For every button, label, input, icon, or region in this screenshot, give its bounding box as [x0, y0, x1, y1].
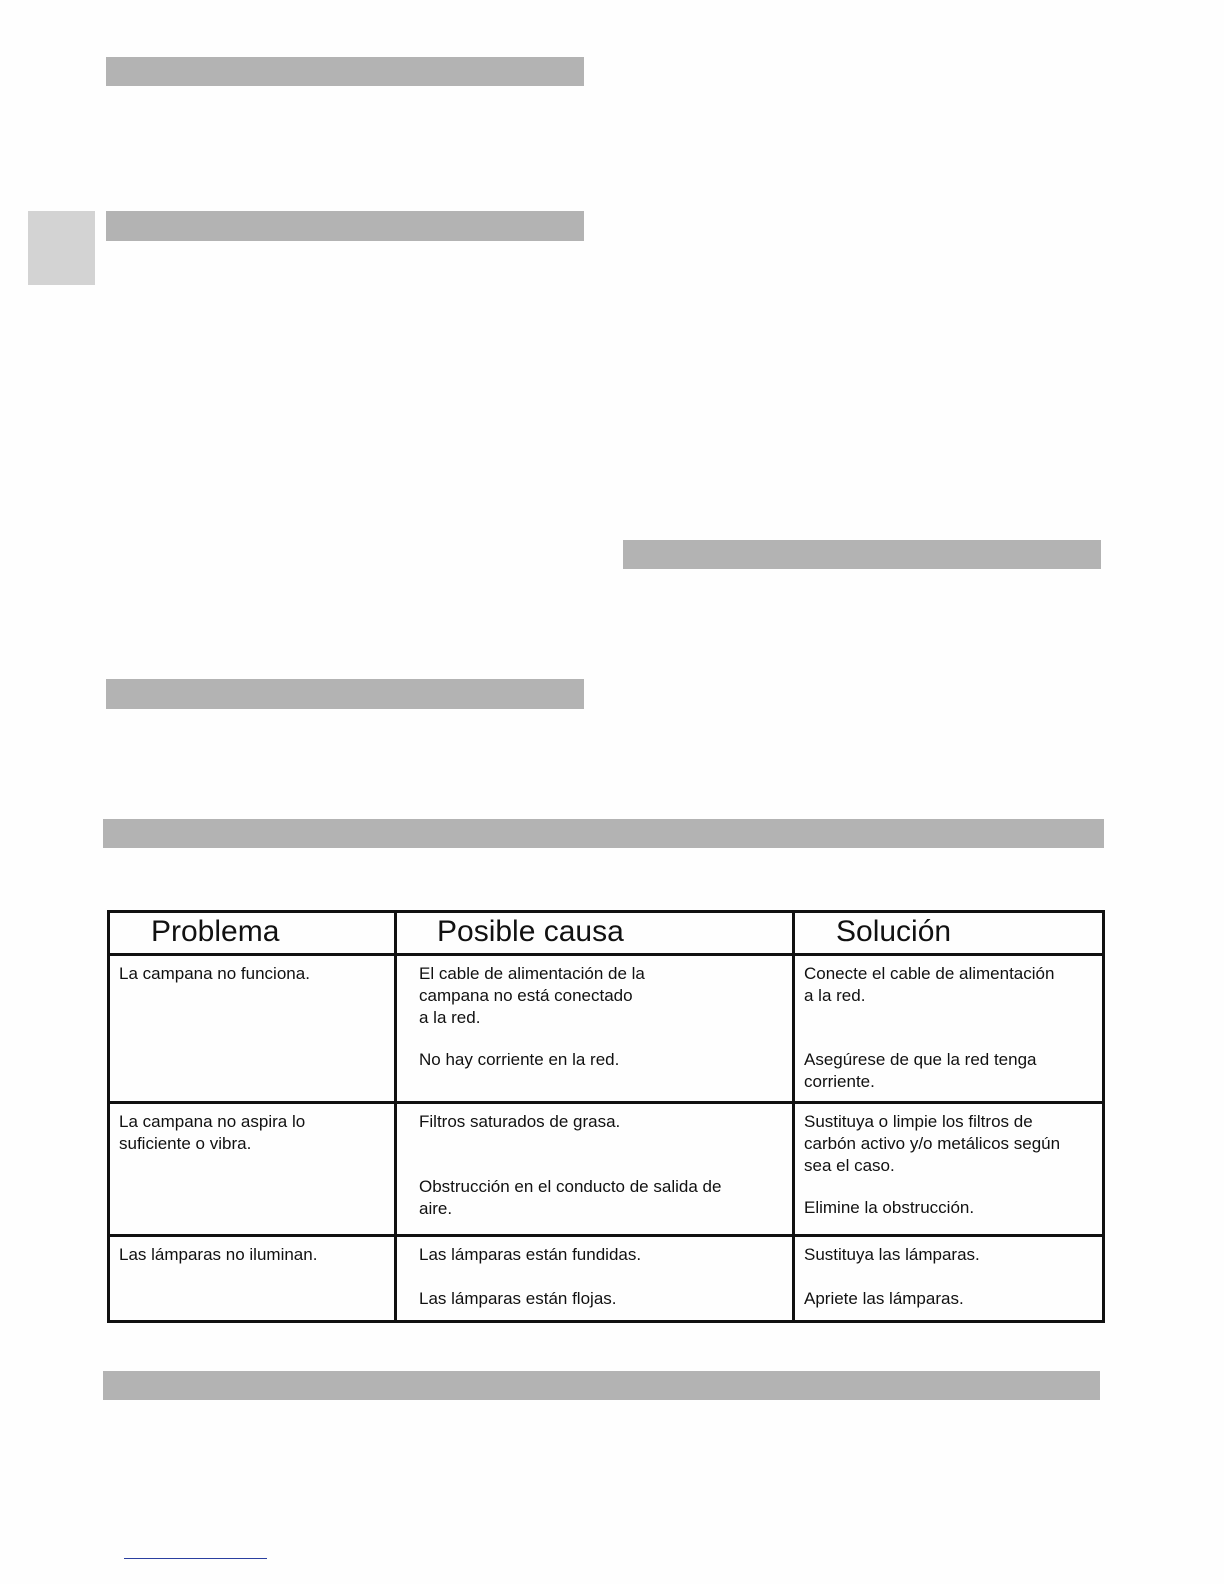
cause-cell	[396, 955, 794, 1103]
problem-text: La campana no aspira lo suficiente o vibra.	[119, 1112, 306, 1153]
table-row	[109, 1236, 1104, 1322]
cause-cell	[396, 1103, 794, 1236]
cause-text: El cable de alimentación de la campana no está conectado a la red.	[419, 964, 645, 1027]
cause-text: Las lámparas están flojas.	[419, 1289, 617, 1308]
footer-link-underline[interactable]	[124, 1558, 267, 1559]
solution-cell	[794, 1236, 1104, 1322]
cause-cell	[396, 1236, 794, 1322]
table-header-row	[109, 912, 1104, 955]
solution-text: Sustituya las lámparas.	[804, 1245, 980, 1264]
section-header-bar-4	[106, 679, 584, 709]
troubleshooting-table	[107, 910, 1105, 1323]
section-header-bar-2	[106, 211, 584, 241]
solution-cell	[794, 1103, 1104, 1236]
solution-text: Sustituya o limpie los filtros de carbón activo y/o metálicos según sea el caso.	[804, 1112, 1061, 1175]
header-problem	[109, 912, 396, 955]
solution-cell	[794, 955, 1104, 1103]
section-header-bar-1	[106, 57, 584, 86]
language-side-tab	[28, 211, 95, 285]
cause-text: Filtros saturados de grasa.	[419, 1112, 621, 1131]
problem-text: Las lámparas no iluminan.	[119, 1245, 318, 1264]
header-problem-label: Problema	[151, 915, 280, 948]
cause-text: Obstrucción en el conducto de salida de aire.	[419, 1177, 722, 1218]
section-header-bar-3	[623, 540, 1101, 569]
problem-cell	[109, 955, 396, 1103]
section-header-bar-6	[103, 1371, 1100, 1400]
header-solution-label: Solución	[836, 915, 952, 948]
header-cause-label: Posible causa	[437, 915, 624, 948]
header-solution	[794, 912, 1104, 955]
solution-text: Apriete las lámparas.	[804, 1289, 964, 1308]
problem-cell	[109, 1103, 396, 1236]
solution-text: Elimine la obstrucción.	[804, 1198, 975, 1217]
table-row	[109, 955, 1104, 1103]
troubleshooting-header-bar	[103, 819, 1104, 848]
cause-text: Las lámparas están fundidas.	[419, 1245, 642, 1264]
header-cause	[396, 912, 794, 955]
problem-cell	[109, 1236, 396, 1322]
solution-text: Conecte el cable de alimentación a la red.	[804, 964, 1055, 1005]
cause-text: No hay corriente en la red.	[419, 1050, 620, 1069]
solution-text: Asegúrese de que la red tenga corriente.	[804, 1050, 1037, 1091]
table-row	[109, 1103, 1104, 1236]
problem-text: La campana no funciona.	[119, 964, 310, 983]
